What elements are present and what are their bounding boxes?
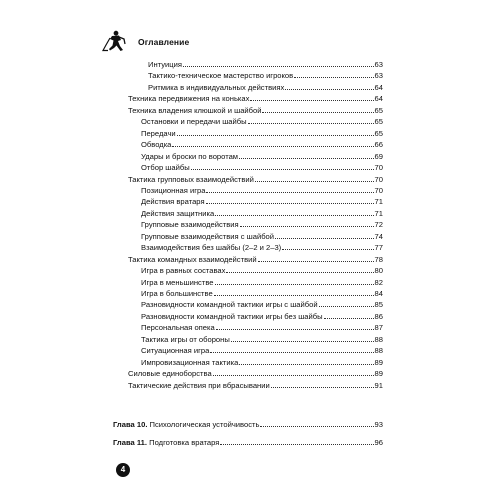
dot-leader: [262, 112, 373, 113]
toc-entry: [141, 207, 383, 218]
toc-entry: [148, 81, 383, 92]
toc-entry-title: [113, 420, 259, 429]
toc-entry-title: Групповые взаимодействия: [141, 220, 239, 230]
dot-leader: [258, 261, 374, 262]
toc-entry-title: Групповые взаимодействия с шайбой: [141, 231, 275, 241]
chapter-prefix: Глава 10.: [113, 420, 148, 429]
dot-leader: [324, 318, 374, 319]
toc-entry-page: 64: [374, 82, 383, 92]
toc-entry-page: 96: [374, 438, 383, 447]
toc-entry-title: Ритмика в индивидуальных действиях: [148, 82, 285, 92]
chapter-prefix: Глава 11.: [113, 438, 148, 447]
toc-entry-title: Игра в равных составах: [141, 266, 226, 276]
dot-leader: [183, 66, 374, 67]
toc-entry: [141, 333, 383, 344]
toc-entry: [141, 287, 383, 298]
toc-entry: [141, 127, 383, 138]
toc-entry-page: 63: [374, 60, 383, 69]
toc-entry: [141, 276, 383, 287]
toc-entry-page: 74: [374, 231, 383, 241]
dot-leader: [271, 387, 374, 388]
toc-entry-title: Взаимодействия без шайбы (2–2 и 2–3): [141, 243, 282, 253]
toc-entry-page: 88: [374, 334, 383, 344]
toc-entry-page: 82: [374, 277, 383, 287]
dot-leader: [215, 284, 374, 285]
chapter-title: Психологическая устойчивость: [147, 420, 260, 429]
toc-entry: [148, 69, 383, 80]
toc-entry-title: Интуиция: [148, 60, 182, 69]
toc-entry-title: Игра в большинстве: [141, 289, 213, 298]
dot-leader: [215, 215, 373, 216]
toc-entry: [141, 184, 383, 195]
toc-entry-title: Разновидности командной тактики игры с шайбой: [141, 300, 318, 310]
toc-entry-page: 65: [374, 117, 383, 127]
toc-entry-page: 93: [374, 420, 383, 429]
dot-leader: [226, 272, 373, 273]
toc-entry-title: Импровизационная тактика: [141, 357, 239, 367]
toc-entry-title: Техника владения клюшкой и шайбой: [128, 105, 262, 115]
toc-entry-title: Тактико-техническое мастерство игроков: [148, 71, 294, 81]
toc-entry-page: 65: [374, 105, 383, 115]
toc-entry-title: Обводка: [141, 140, 172, 150]
dot-leader: [285, 89, 373, 90]
toc-entry-page: 65: [374, 128, 383, 138]
toc-entry-title: Тактика групповых взаимодействий: [128, 174, 254, 184]
dot-leader: [294, 77, 373, 78]
dot-leader: [255, 181, 374, 182]
toc-entry: [141, 321, 383, 332]
header-title: Оглавление: [138, 37, 190, 47]
toc-entry-title: Тактика командных взаимодействий: [128, 254, 257, 264]
chapter-title: Подготовка вратаря: [147, 438, 220, 447]
toc-entry: [141, 218, 383, 229]
toc-entry: [141, 241, 383, 252]
toc-entry-page: 85: [374, 300, 383, 310]
toc-entry-page: 77: [374, 243, 383, 253]
toc-entry-title: Техника передвижения на коньках: [128, 94, 250, 104]
toc-entry-page: 91: [374, 380, 383, 390]
toc-entry-page: 70: [374, 174, 383, 184]
toc-entry: [128, 367, 383, 378]
toc-entry-title: Разновидности командной тактики игры без шайбы: [141, 311, 323, 321]
toc-entry-page: 89: [374, 357, 383, 367]
toc-entry-title: Персональная опека: [141, 323, 215, 333]
dot-leader: [214, 295, 374, 296]
toc-entry-title: Игра в меньшинстве: [141, 277, 214, 287]
toc-entry-page: 71: [374, 208, 383, 218]
toc-entry-page: 72: [374, 220, 383, 230]
toc-entry: [141, 150, 383, 161]
toc-entry-title: Тактические действия при вбрасывании: [128, 380, 270, 390]
dot-leader: [239, 158, 374, 159]
dot-leader: [220, 444, 373, 445]
toc-entry-title: Ситуационная игра: [141, 346, 210, 356]
dot-leader: [275, 238, 374, 239]
toc-entry: [128, 173, 383, 184]
dot-leader: [319, 306, 374, 307]
toc-entry-title: Удары и броски по воротам: [141, 151, 239, 161]
dot-leader: [231, 341, 374, 342]
dot-leader: [240, 226, 374, 227]
toc-entry-title: [113, 438, 219, 447]
toc-entry-page: 64: [374, 94, 383, 104]
dot-leader: [210, 352, 373, 353]
toc-entry-title: Остановки и передачи шайбы: [141, 117, 247, 127]
toc-entry: [113, 418, 383, 429]
toc-entry: [141, 115, 383, 126]
toc-entry-page: 66: [374, 140, 383, 150]
toc-entry: [141, 230, 383, 241]
toc-entry: [128, 253, 383, 264]
toc-entry-page: 71: [374, 197, 383, 207]
toc-entry: [113, 436, 383, 447]
toc-entry-title: Силовые единоборства: [128, 369, 212, 379]
toc-entry-title: Действия защитника: [141, 208, 215, 218]
toc-entry-page: 69: [374, 151, 383, 161]
dot-leader: [216, 329, 374, 330]
toc-entry-title: Позиционная игра: [141, 185, 206, 195]
dot-leader: [206, 203, 374, 204]
toc-entry-page: 88: [374, 346, 383, 356]
toc-entry-page: 89: [374, 369, 383, 379]
toc-entry-title: Действия вратаря: [141, 197, 205, 207]
toc-entry-title: Передачи: [141, 128, 176, 138]
toc-entry: [128, 92, 383, 103]
toc-entry-page: 78: [374, 254, 383, 264]
toc-entry-page: 87: [374, 323, 383, 333]
toc-entry: [141, 356, 383, 367]
toc-entry: [128, 104, 383, 115]
dot-leader: [172, 146, 373, 147]
dot-leader: [191, 169, 374, 170]
dot-leader: [213, 375, 374, 376]
toc-entry: [141, 298, 383, 309]
dot-leader: [177, 135, 374, 136]
toc-entry: [128, 379, 383, 390]
toc-entry: [141, 264, 383, 275]
toc-entry: [141, 161, 383, 172]
page-number-badge: 4: [116, 463, 130, 477]
toc-entry: [141, 138, 383, 149]
toc-entry-page: 70: [374, 185, 383, 195]
dot-leader: [248, 123, 374, 124]
dot-leader: [282, 249, 373, 250]
dot-leader: [206, 192, 373, 193]
toc-entry-page: 70: [374, 163, 383, 173]
toc-entry-title: Отбор шайбы: [141, 163, 190, 173]
toc-entry-page: 84: [374, 289, 383, 298]
dot-leader: [239, 364, 373, 365]
toc-entry-title: Тактика игры от обороны: [141, 334, 230, 344]
dot-leader: [250, 100, 373, 101]
toc-entry: [148, 58, 383, 69]
toc-entry: [141, 310, 383, 321]
toc-entry-page: 63: [374, 71, 383, 81]
toc-entry-page: 80: [374, 266, 383, 276]
toc-entry-page: 86: [374, 311, 383, 321]
dot-leader: [260, 426, 373, 427]
toc-entry: [141, 195, 383, 206]
toc-entry: [141, 344, 383, 355]
